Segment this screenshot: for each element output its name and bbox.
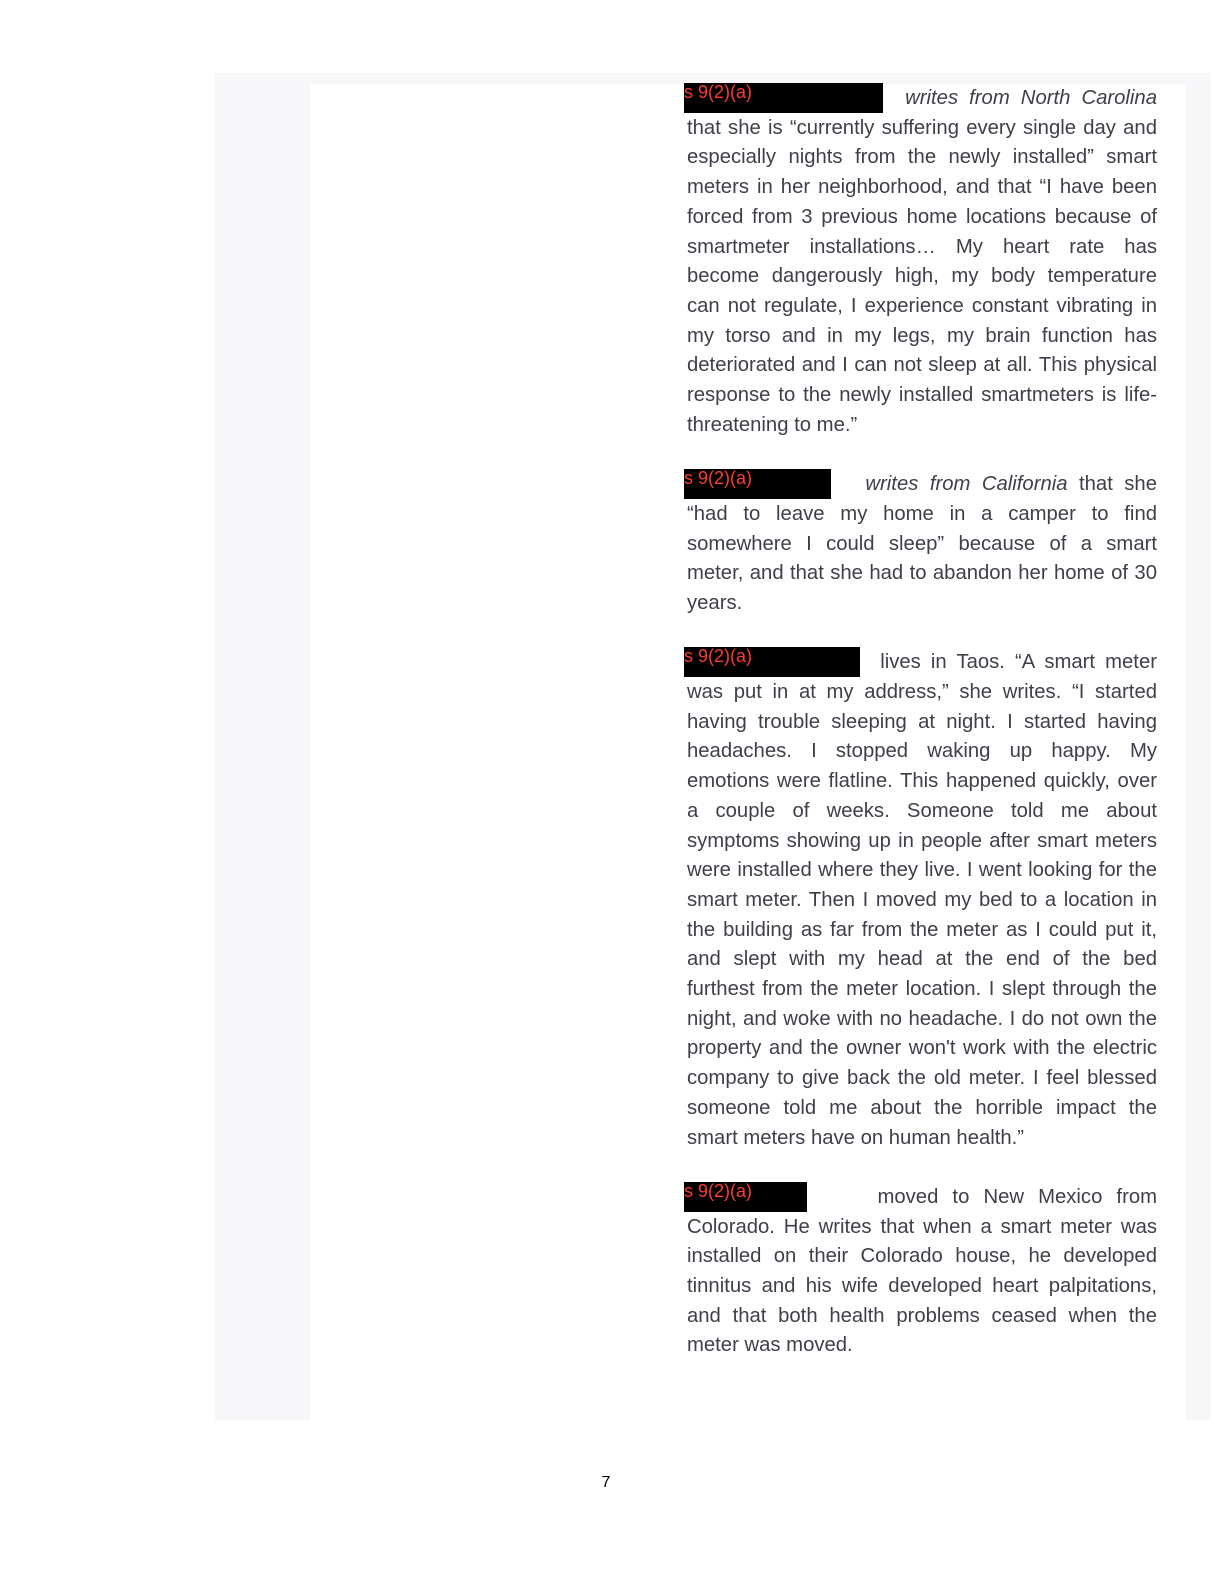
text-column [684,82,1157,1391]
redaction-box: s 9(2)(a) [684,1182,807,1212]
paragraph-colorado [684,1180,1157,1361]
paragraph-taos [684,646,1157,1153]
paragraph-north-carolina [684,82,1157,440]
paragraph-text: that she “had to leave my home in a camper to find somewhere I could sleep” because of a smart meter, and that she had to abandon her home of 30 years. [687,473,1157,614]
paragraph-text: that she is “currently suffering every single day and especially nights from the newly installed” smart meters in her neighborhood, and that “I have been forced from 3 previous home locations because of smartmeter installations… My heart rate has become dangerously high, my body temperature can not regulate, I experience constant vibrating in my torso and in my legs, my brain function has deteriorated and I can not sleep at all. This physical response to the newly installed smartmeters is life-threatening to me.” [687,116,1157,436]
redaction-box: s 9(2)(a) [684,469,831,499]
redaction-box: s 9(2)(a) [684,83,883,113]
paragraph-text: moved to New Mexico from Colorado. He writes that when a smart meter was installed on their Colorado house, he developed tinnitus and his wife developed heart palpitations, and that both health problems ceased when the meter was moved. [687,1185,1157,1357]
redaction-box: s 9(2)(a) [684,647,860,677]
paragraph-text: lives in Taos. “A smart meter was put in at my address,” she writes. “I started having trouble sleeping at night. I started having headaches. I stopped waking up happy. My emotions were flatline. This happened quickly, over a couple of weeks. Someone told me about symptoms showing up in people after smart meters were installed where they live. I went looking for the smart meter. Then I moved my bed to a location in the building as far from the meter as I could put it, and slept with my head at the end of the bed furthest from the meter location. I slept through the night, and woke with no headache. I do not own the property and the owner won't work with the electric company to give back the old meter. I feel blessed someone told me about the horrible impact the smart meters have on human health.” [687,651,1157,1149]
paragraph-california [684,468,1157,619]
lead-phrase: writes from California [865,473,1068,496]
page-number: 7 [601,1474,611,1491]
lead-phrase: writes from North Carolina [905,87,1157,109]
